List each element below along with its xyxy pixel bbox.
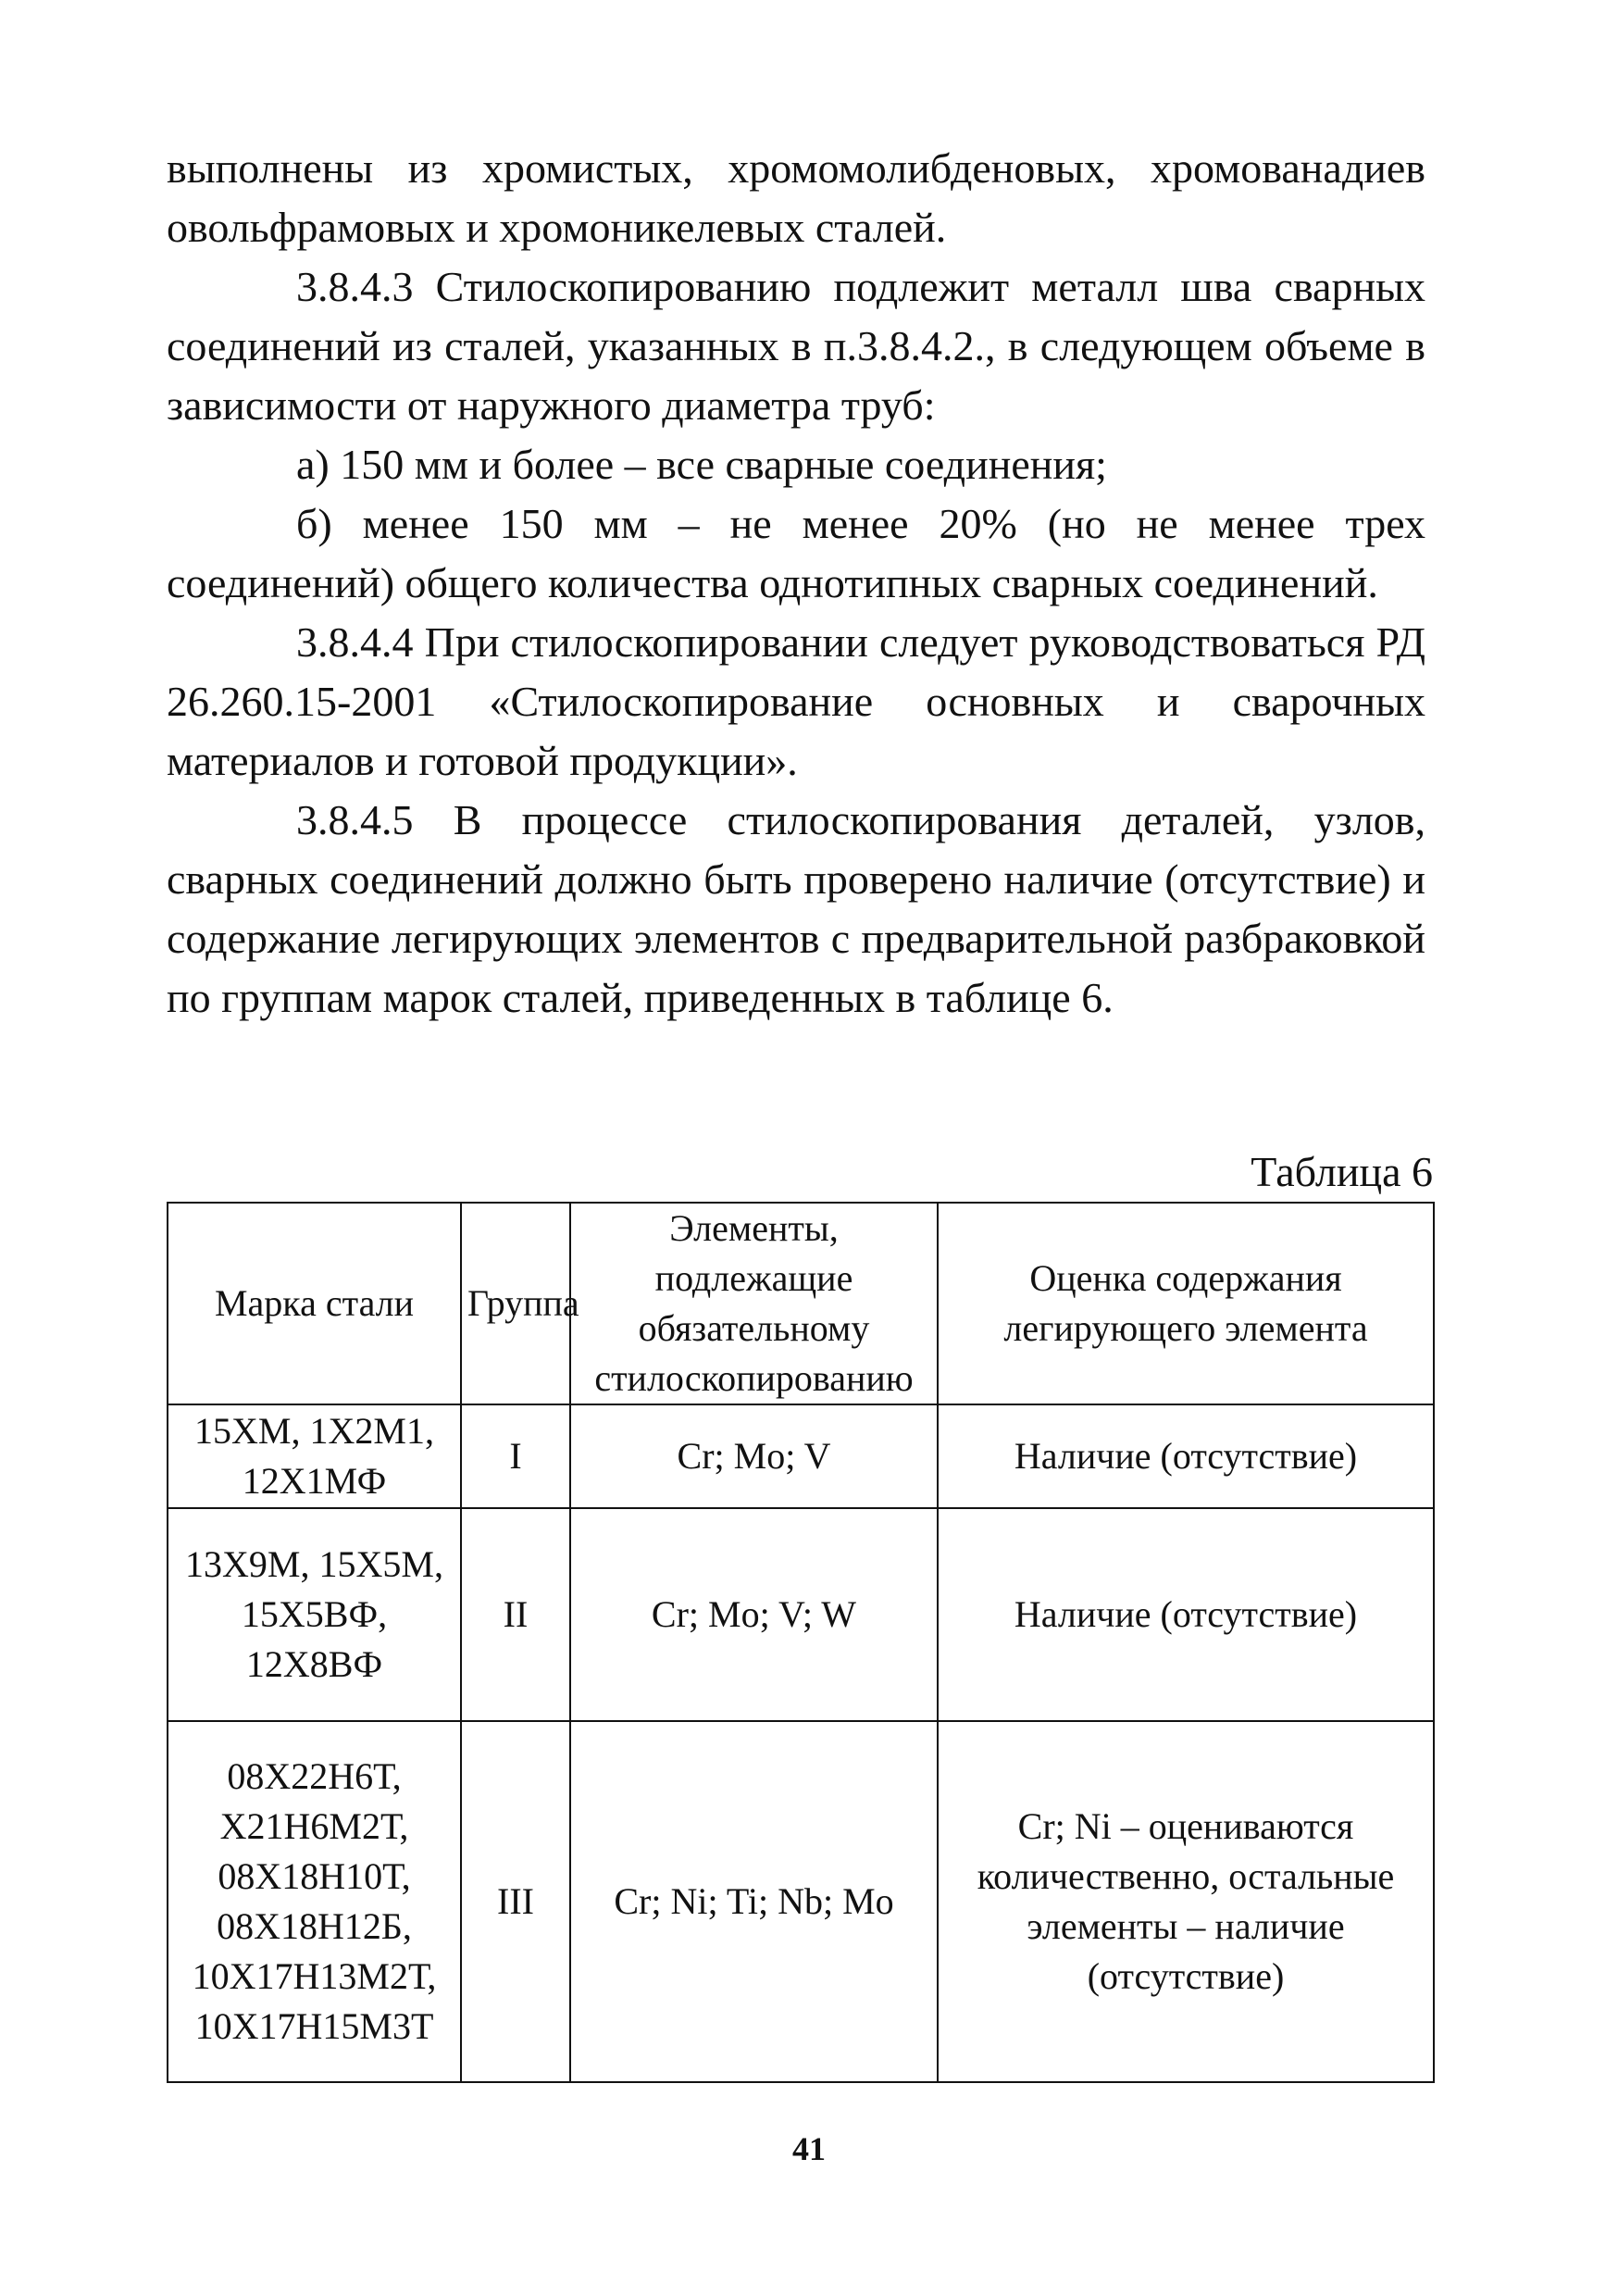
list-item-b: б) менее 150 мм – не менее 20% (но не менее трех соединений) общего количества однотипных сварных соединений.: [167, 500, 1425, 606]
cell-steel-grade: 15ХМ, 1Х2М1, 12Х1МФ: [168, 1404, 461, 1508]
cell-elements: Cr; Mo; V: [570, 1404, 938, 1508]
paragraph-3-8-4-4: 3.8.4.4 При стилоскопировании следует руководствоваться РД 26.260.15-2001 «Стилоскопирование основных и сварочных материалов и готовой продукции».: [167, 618, 1425, 784]
steel-grades-table: [167, 1202, 1435, 2083]
body-text: [167, 139, 1425, 1028]
cell-assessment: Наличие (отсутствие): [938, 1404, 1434, 1508]
cell-group: II: [461, 1508, 570, 1721]
page-number: 41: [792, 2130, 826, 2167]
paragraph-3-8-4-3: 3.8.4.3 Стилоскопированию подлежит металл шва сварных соединений из сталей, указанных в п.3.8.4.2., в следующем объеме в зависимости от наружного диаметра труб:: [167, 263, 1425, 429]
table-header-row: [168, 1203, 1434, 1404]
paragraph-continuation: выполнены из хромистых, хромомолибденовых, хромованадиев овольфрамовых и хромоникелевых сталей.: [167, 144, 1425, 251]
header-steel-grade: Марка стали: [168, 1203, 461, 1404]
cell-elements: Cr; Mo; V; W: [570, 1508, 938, 1721]
paragraph-3-8-4-5: 3.8.4.5 В процессе стилоскопирования деталей, узлов, сварных соединений должно быть проверено наличие (отсутствие) и содержание легирующих элементов с предварительной разбраковкой по группам марок сталей, приведенных в таблице 6.: [167, 796, 1425, 1021]
table-row: [168, 1721, 1434, 2082]
table-caption: Таблица 6: [1251, 1148, 1433, 1195]
header-assessment: Оценка содержания легирующего элемента: [938, 1203, 1434, 1404]
header-group: Группа: [461, 1203, 570, 1404]
cell-steel-grade: 13Х9М, 15Х5М, 15Х5ВФ, 12Х8ВФ: [168, 1508, 461, 1721]
cell-group: III: [461, 1721, 570, 2082]
cell-assessment: Cr; Ni – оцениваются количественно, остальные элементы – наличие (отсутствие): [938, 1721, 1434, 2082]
cell-group: I: [461, 1404, 570, 1508]
header-elements: Элементы, подлежащие обязательному стилоскопированию: [570, 1203, 938, 1404]
table-row: [168, 1404, 1434, 1508]
cell-steel-grade: 08Х22Н6Т, Х21Н6М2Т, 08Х18Н10Т, 08Х18Н12Б, 10Х17Н13М2Т, 10Х17Н15М3Т: [168, 1721, 461, 2082]
list-item-a: а) 150 мм и более – все сварные соединения;: [296, 441, 1107, 488]
table-row: [168, 1508, 1434, 1721]
cell-assessment: Наличие (отсутствие): [938, 1508, 1434, 1721]
cell-elements: Cr; Ni; Ti; Nb; Mo: [570, 1721, 938, 2082]
